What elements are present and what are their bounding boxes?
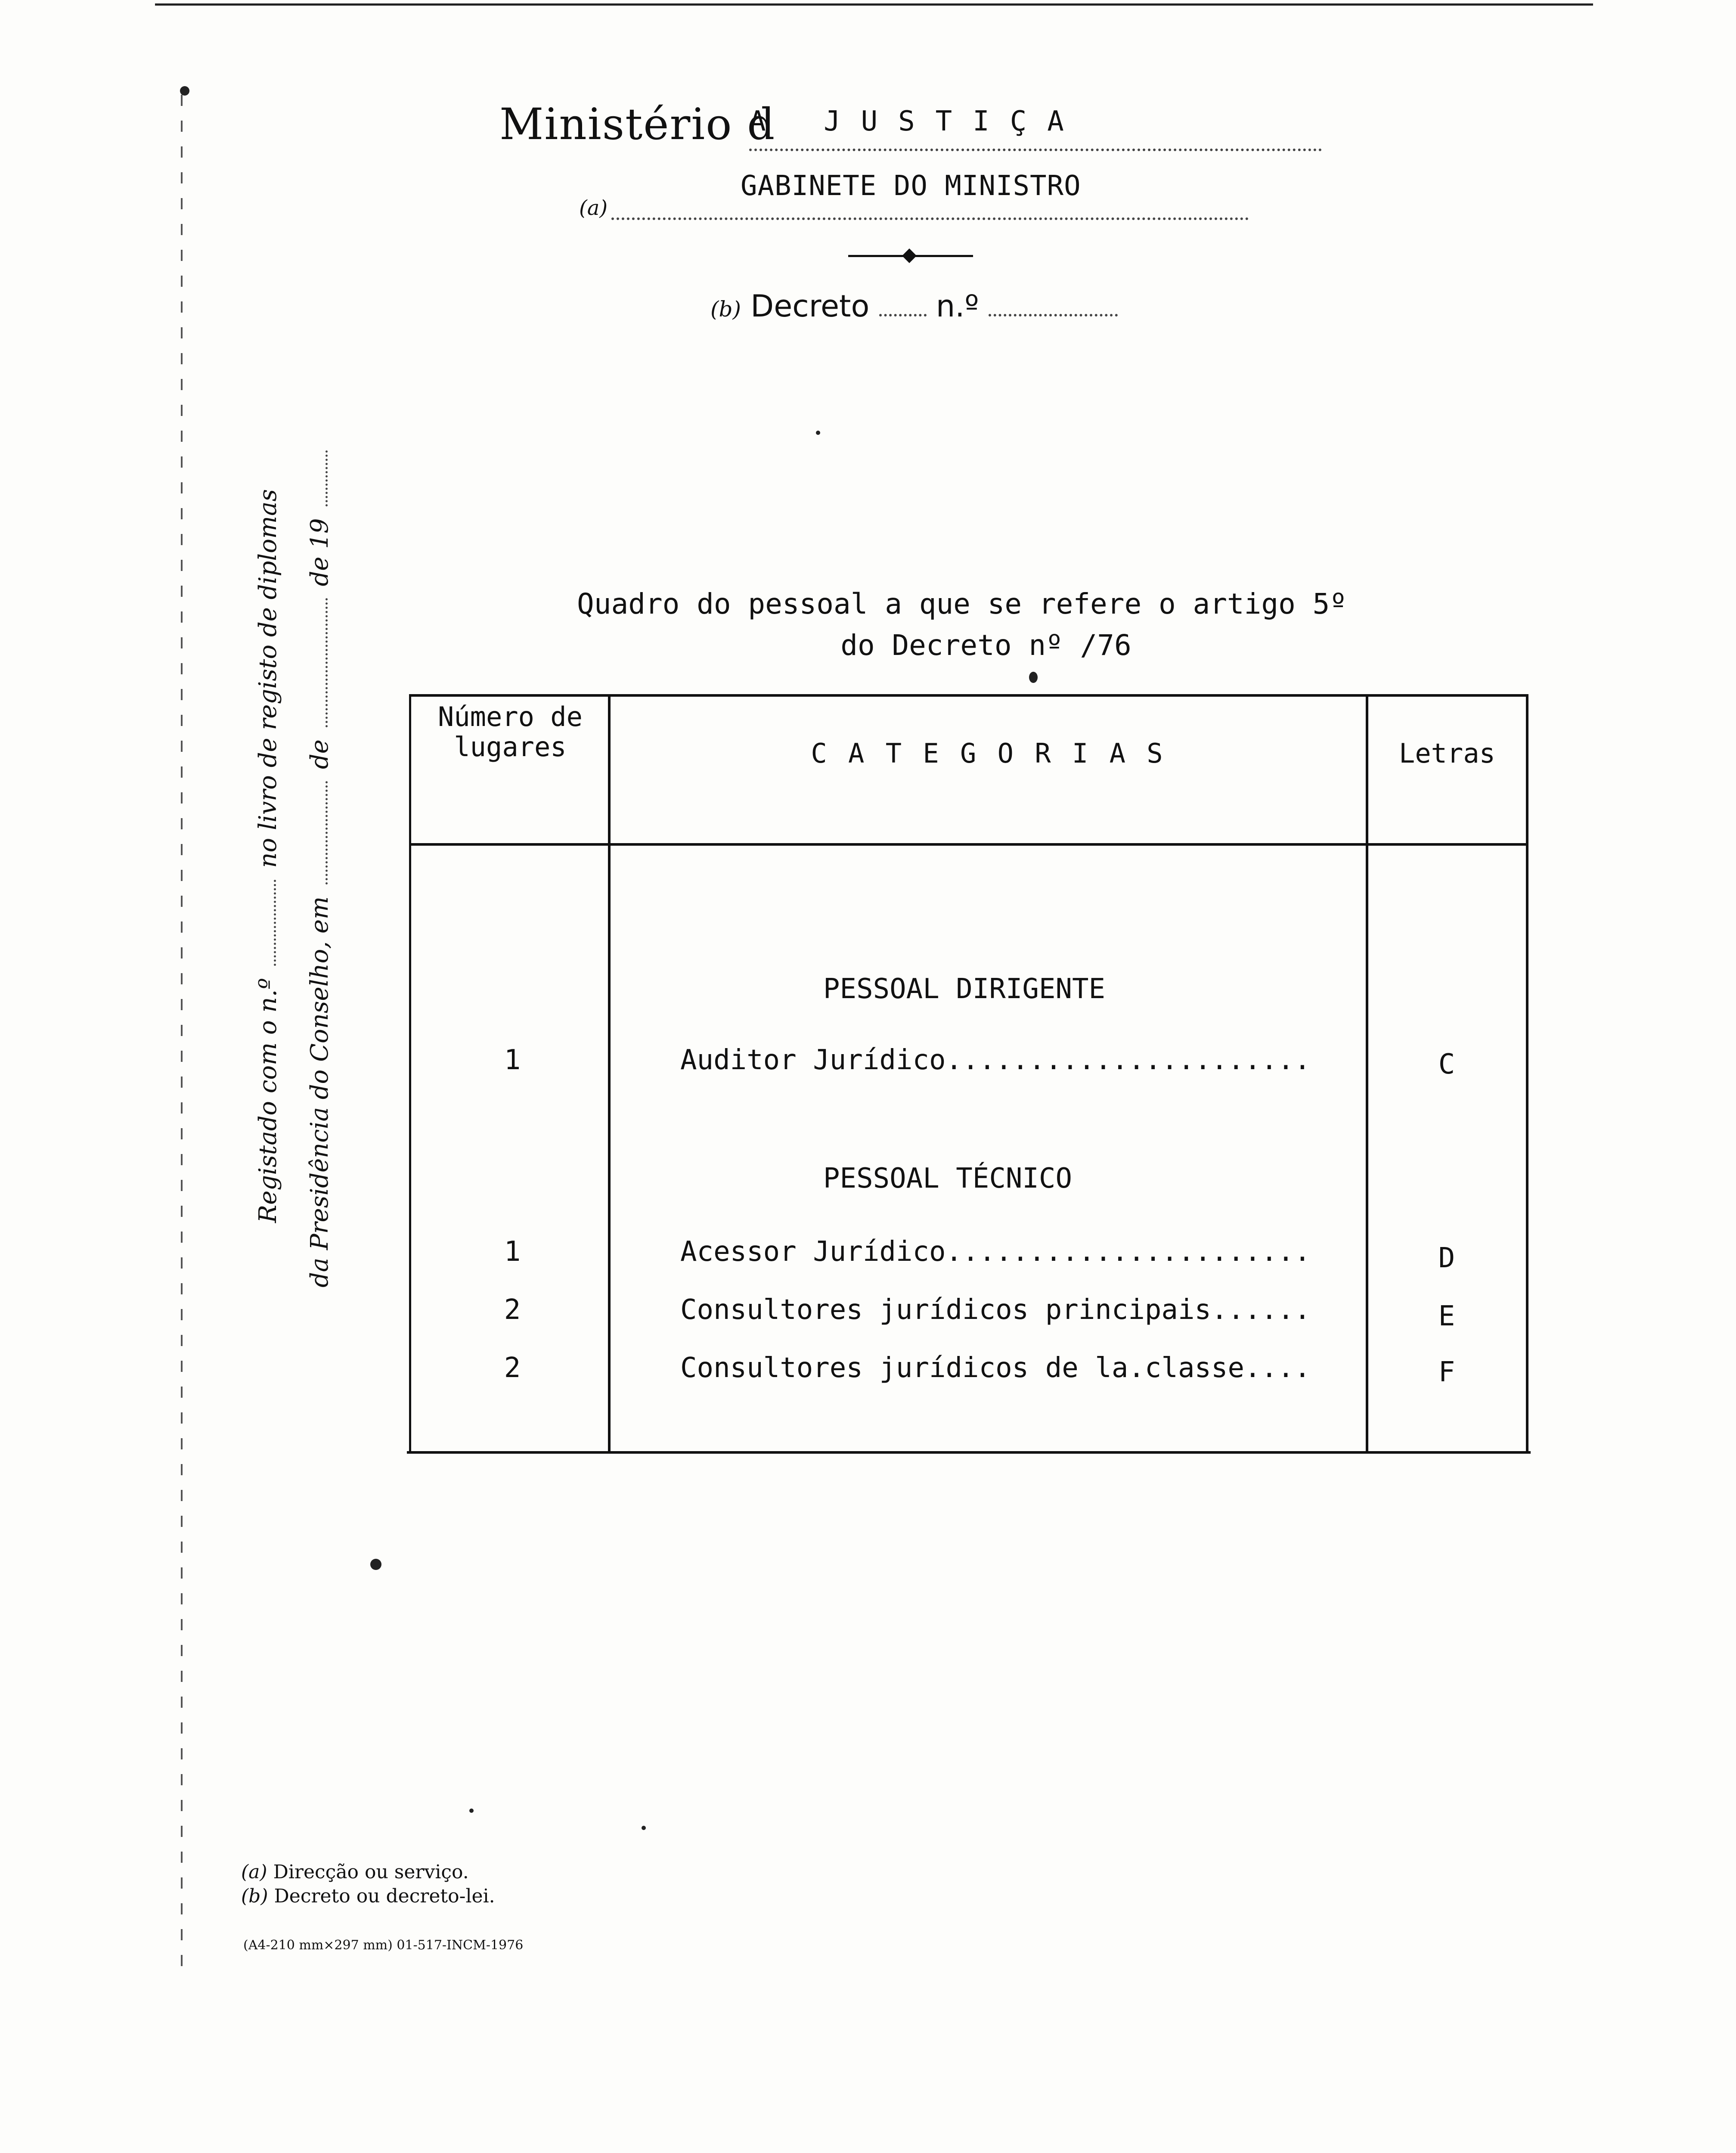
ministry-dotted-line [749, 149, 1322, 151]
top-rule [155, 3, 1593, 6]
department-value: GABINETE DO MINISTRO [741, 170, 1081, 202]
section-title-dirigente: PESSOAL DIRIGENTE [823, 973, 1106, 1005]
footnote-b-label: (b) [241, 1885, 268, 1907]
table-header-divider [409, 843, 1528, 846]
footnote-a-text: Direcção ou serviço. [273, 1861, 469, 1883]
row-acessor-category: Acessor Jurídico...................... [680, 1236, 1311, 1268]
registration-de-label: de [306, 739, 334, 769]
ornament-diamond [902, 248, 917, 263]
registration-year-blank [313, 450, 328, 506]
registration-day-blank [313, 781, 328, 884]
registration-number-blank [261, 880, 276, 966]
table-left-border [409, 694, 411, 1454]
row-auditor-number: 1 [504, 1044, 521, 1076]
scan-speck [370, 1559, 381, 1570]
decreto-line [710, 289, 1118, 324]
row-consultores-principais-number: 2 [504, 1294, 521, 1326]
printer-mark: (A4-210 mm×297 mm) 01-517-INCM-1976 [243, 1938, 524, 1953]
row-consultores-principais-category: Consultores jurídicos principais...... [680, 1294, 1311, 1326]
scan-speck [1029, 672, 1038, 683]
quadro-title-line1: Quadro do pessoal a que se refere o artigo 5º [577, 587, 1347, 620]
row-consultores-classe-number: 2 [504, 1352, 521, 1384]
footnote-a-label: (a) [241, 1861, 267, 1883]
row-auditor-letter: C [1438, 1049, 1455, 1080]
header-number-of-places: Número de lugares [438, 701, 583, 763]
footnotes [241, 1860, 495, 1908]
department-dotted-line [611, 217, 1249, 220]
quadro-title [577, 583, 1395, 666]
footnote-b-text: Decreto ou decreto-lei. [274, 1885, 495, 1907]
registration-date-label: da Presidência do Conselho, em [306, 896, 334, 1287]
row-consultores-classe-category: Consultores jurídicos de la.classe.... [680, 1352, 1311, 1384]
footnote-a-marker: (a) [579, 196, 608, 220]
decreto-number-label: n.º [936, 289, 979, 324]
quadro-title-line2: do Decreto nº /76 [840, 629, 1132, 662]
registration-year-label: de 19 [306, 518, 334, 586]
row-consultores-principais-letter: E [1438, 1300, 1455, 1332]
registration-text-start: Registado com o n.º [254, 978, 282, 1223]
registration-note-line2 [306, 446, 334, 1287]
footnote-a [241, 1860, 495, 1884]
header-letters: Letras [1399, 738, 1495, 769]
decreto-label: Decreto [750, 289, 870, 324]
row-acessor-letter: D [1438, 1242, 1455, 1274]
footnote-b-marker: (b) [710, 297, 741, 322]
row-auditor-category: Auditor Jurídico...................... [680, 1044, 1311, 1076]
header-categories: C A T E G O R I A S [811, 738, 1166, 769]
section-title-tecnico: PESSOAL TÉCNICO [823, 1163, 1072, 1194]
decreto-type-blank [879, 297, 927, 316]
scan-speck [642, 1826, 646, 1830]
row-acessor-number: 1 [504, 1236, 521, 1268]
footnote-b [241, 1884, 495, 1908]
ministry-label: Ministério d [499, 99, 776, 149]
scan-speck [469, 1809, 474, 1813]
registration-note-line1 [254, 489, 282, 1223]
table-top-border [409, 694, 1528, 697]
registration-month-blank [313, 598, 328, 727]
left-margin-rule [181, 95, 183, 1968]
scan-speck [180, 86, 189, 96]
row-consultores-classe-letter: F [1438, 1356, 1455, 1388]
ministry-value: A JUSTIÇA [749, 105, 1085, 137]
registration-text-end: no livro de registo de diplomas [254, 489, 282, 868]
decreto-number-blank [989, 297, 1118, 316]
table-bottom-border [407, 1451, 1531, 1454]
scan-speck [816, 431, 820, 435]
